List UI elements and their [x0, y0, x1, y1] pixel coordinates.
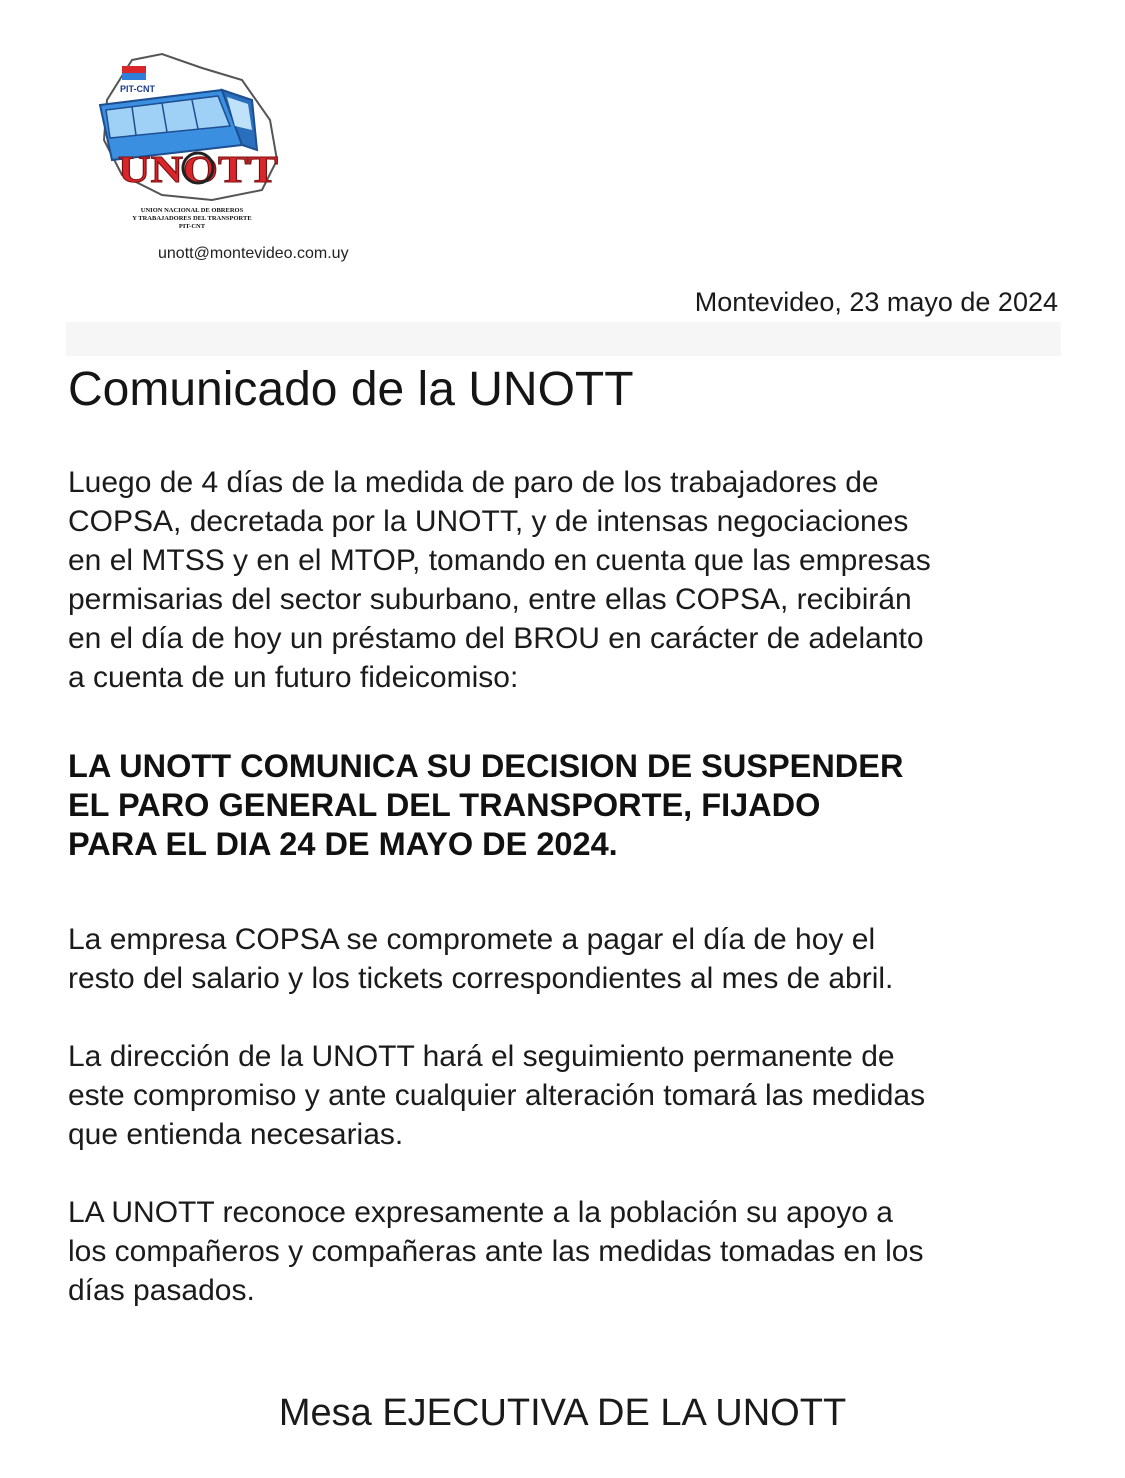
unott-logo — [92, 50, 292, 240]
paragraph-line: los compañeros y compañeras ante las medidas tomadas en los — [68, 1235, 924, 1268]
document-date: Montevideo, 23 mayo de 2024 — [694, 287, 1058, 317]
announcement-line: EL PARO GENERAL DEL TRANSPORTE, FIJADO — [68, 787, 821, 823]
paragraph-line: en el MTSS y en el MTOP, tomando en cuenta que las empresas — [68, 544, 931, 577]
logo-subtitle-1: UNION NACIONAL DE OBREROS — [140, 207, 244, 214]
paragraph-line: a cuenta de un futuro fideicomiso: — [68, 661, 519, 694]
paragraph-intro — [68, 463, 1068, 697]
paragraph-line: que entienda necesarias. — [68, 1118, 404, 1151]
paragraph-payment — [68, 920, 1068, 998]
page-title: Comunicado de la UNOTT — [68, 363, 634, 416]
paragraph-line: LA UNOTT reconoce expresamente a la población su apoyo a — [68, 1196, 893, 1229]
paragraph-line: Luego de 4 días de la medida de paro de los trabajadores de — [68, 466, 879, 499]
paragraph-line: resto del salario y los tickets correspondientes al mes de abril. — [68, 962, 894, 995]
paragraph-line: La dirección de la UNOTT hará el seguimiento permanente de — [68, 1040, 895, 1073]
logo-subtitle-2: Y TRABAJADORES DEL TRANSPORTE — [132, 215, 252, 222]
paragraph-line: La empresa COPSA se compromete a pagar el día de hoy el — [68, 923, 876, 956]
announcement — [68, 747, 1068, 864]
paragraph-line: este compromiso y ante cualquier alteración tomará las medidas — [68, 1079, 926, 1112]
paragraph-line: COPSA, decretada por la UNOTT, y de intensas negociaciones — [68, 505, 909, 538]
paragraph-line: en el día de hoy un préstamo del BROU en carácter de adelanto — [68, 622, 924, 655]
paragraph-followup — [68, 1037, 1068, 1154]
unott-logo-graphic — [92, 50, 292, 240]
contact-email: unott@montevideo.com.uy — [158, 245, 349, 262]
announcement-line: LA UNOTT COMUNICA SU DECISION DE SUSPENDER — [68, 748, 904, 784]
paragraph-line: permisarias del sector suburbano, entre ellas COPSA, recibirán — [68, 583, 912, 616]
signature: Mesa EJECUTIVA DE LA UNOTT — [278, 1392, 847, 1434]
paragraph-thanks — [68, 1193, 1068, 1310]
pit-cnt-badge: PIT-CNT — [120, 84, 155, 94]
logo-name: UNOTT — [118, 149, 278, 191]
announcement-line: PARA EL DIA 24 DE MAYO DE 2024. — [68, 826, 618, 862]
header-divider-band — [66, 322, 1061, 356]
logo-subtitle-3: PIT-CNT — [178, 223, 206, 230]
paragraph-line: días pasados. — [68, 1274, 255, 1307]
